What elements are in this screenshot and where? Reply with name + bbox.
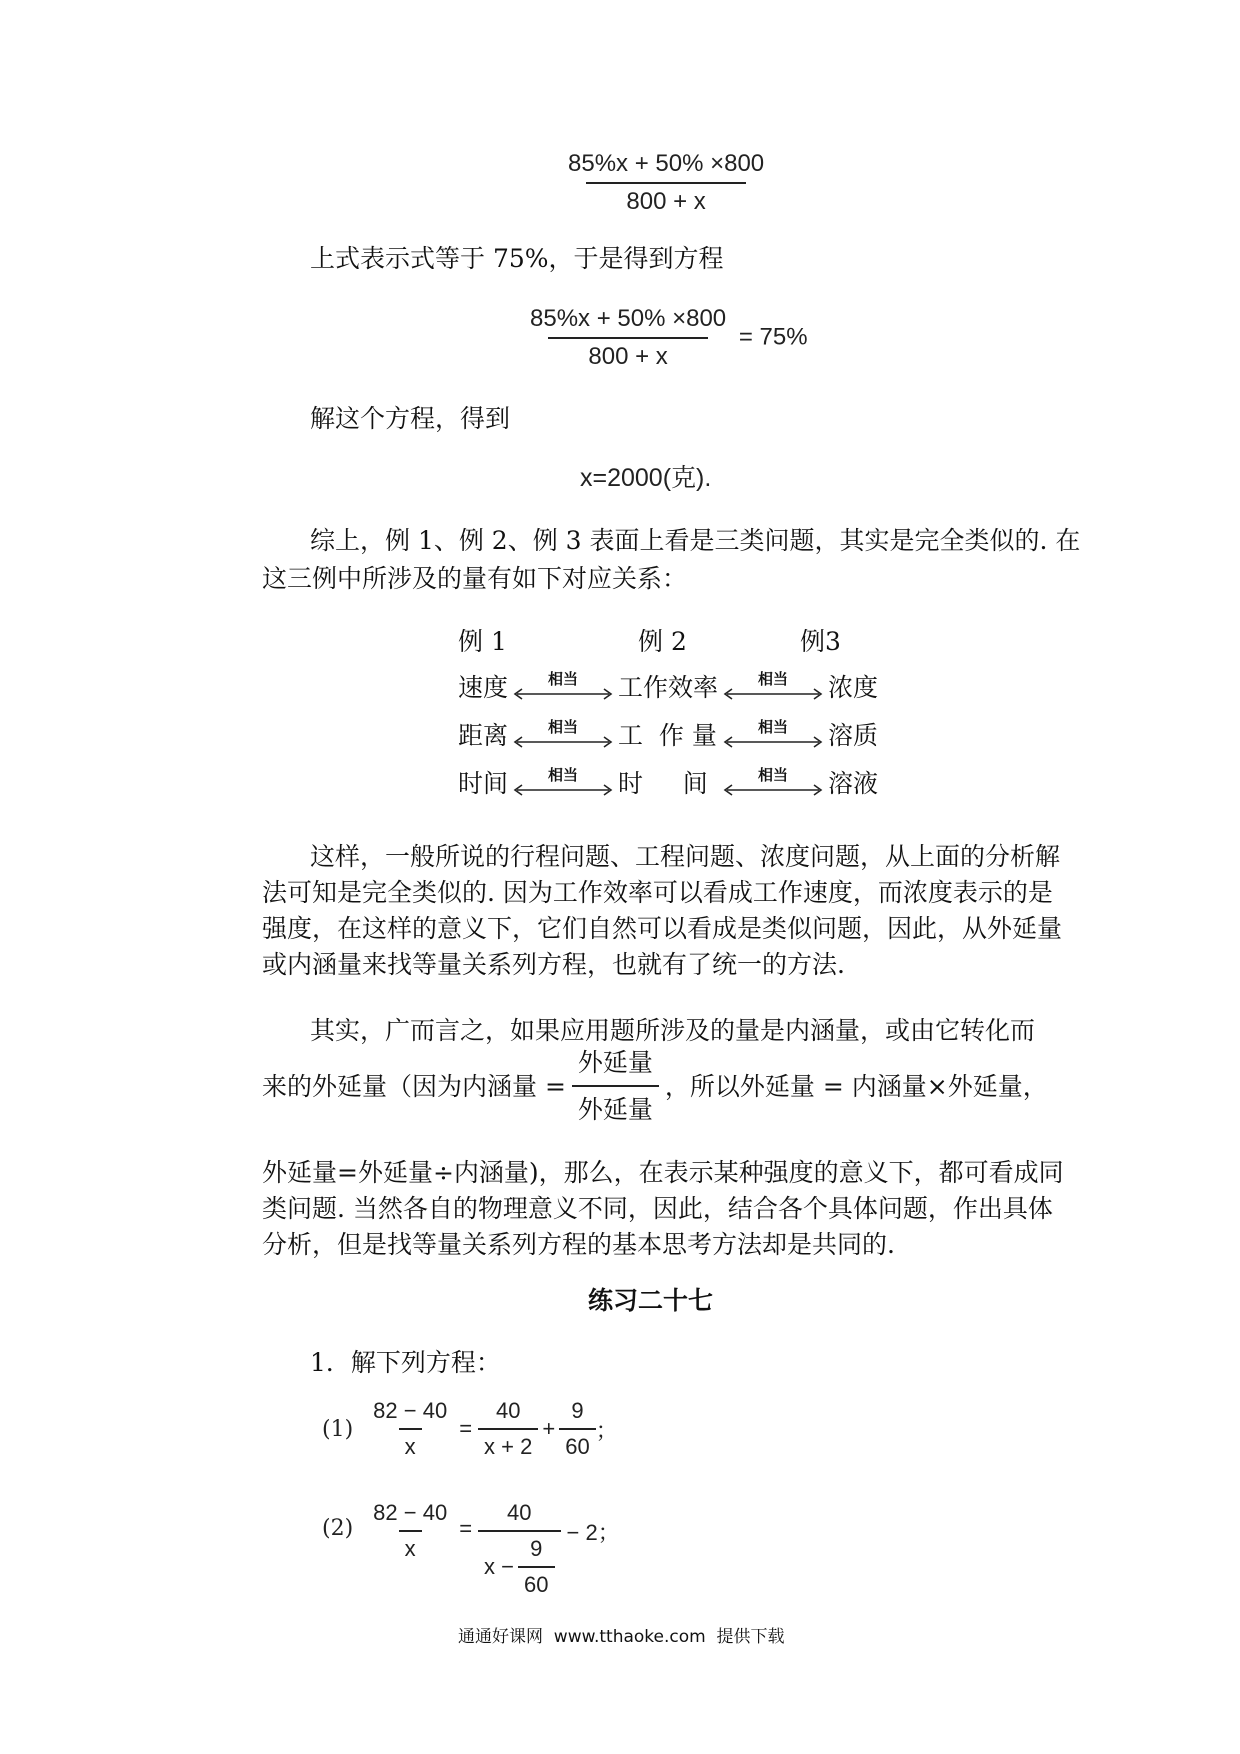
double-arrow-icon [513, 688, 613, 700]
para4-line3: 分析，但是找等量关系列方程的基本思考方法却是共同的. [262, 1230, 895, 1259]
text-line-2: 解这个方程，得到 [310, 404, 511, 433]
double-arrow-icon [723, 784, 823, 796]
formula-1-denominator: 800 + x [586, 182, 745, 216]
para2-line4: 或内涵量来找等量关系列方程，也就有了统一的方法. [262, 950, 845, 979]
arrow-label: 相当 [548, 719, 579, 736]
header-example-2: 例 2 [638, 627, 687, 656]
correspondence-table [458, 620, 878, 806]
para1-line1: 综上，例 1、例 2、例 3 表面上看是三类问题，其实是完全类似的. 在 [310, 526, 1081, 555]
row1-col3: 浓度 [828, 673, 879, 702]
arrow-label: 相当 [758, 767, 789, 784]
para1-line2: 这三例中所涉及的量有如下对应关系： [262, 564, 688, 593]
equation-1-label: (1) [322, 1416, 354, 1442]
arrow-label: 相当 [548, 767, 579, 784]
row3-col3: 溶液 [828, 769, 879, 798]
table-row [458, 758, 878, 806]
para3-line2-post: ，所以外延量 = 内涵量×外延量， [664, 1071, 1048, 1101]
para2-line3: 强度，在这样的意义下，它们自然可以看成是类似问题，因此，从外延量 [262, 914, 1063, 943]
table-row [458, 662, 878, 710]
eq1-lhs-denominator: x [399, 1428, 422, 1460]
eq2-lhs-numerator: 82 − 40 [373, 1500, 448, 1525]
intension-fraction [572, 1044, 659, 1128]
eq1-term2-denominator: 60 [559, 1428, 595, 1460]
table-row [458, 710, 878, 758]
formula-2 [524, 305, 808, 371]
row1-col1: 速度 [458, 673, 509, 702]
eq2-tail: − 2； [566, 1520, 620, 1545]
para4-line2: 类问题. 当然各自的物理意义不同，因此，结合各个具体问题，作出具体 [262, 1194, 1053, 1223]
row2-col2: 工 作 量 [618, 721, 717, 750]
eq1-term1-denominator: x + 2 [478, 1428, 538, 1460]
arrow-label: 相当 [758, 719, 789, 736]
double-arrow-icon [723, 736, 823, 748]
double-arrow-icon [723, 688, 823, 700]
intension-fraction-denominator: 外延量 [572, 1085, 659, 1128]
formula-2-rhs: = 75% [738, 323, 808, 351]
formula-1-numerator: 85%x + 50% ×800 [568, 150, 765, 177]
equation-1 [322, 1398, 618, 1460]
para3-line2-pre: 来的外延量（因为内涵量 = [262, 1071, 566, 1101]
equivalent-arrow [510, 672, 616, 700]
eq2-term1-numerator: 40 [507, 1500, 532, 1525]
eq1-equals: = [459, 1416, 473, 1441]
equivalent-arrow [510, 720, 616, 748]
section-title: 练习二十七 [588, 1286, 714, 1315]
table-header-row [458, 620, 878, 660]
row2-col3: 溶质 [828, 721, 879, 750]
arrow-label: 相当 [758, 671, 789, 688]
equivalent-arrow [720, 672, 826, 700]
equation-2 [322, 1500, 620, 1598]
row3-col1: 时间 [458, 769, 509, 798]
double-arrow-icon [513, 784, 613, 796]
header-example-3: 例3 [800, 627, 841, 656]
formula-1 [562, 150, 770, 216]
text-line-1: 上式表示式等于 75%，于是得到方程 [310, 244, 724, 273]
equivalent-arrow [720, 720, 826, 748]
eq1-term2-numerator: 9 [571, 1398, 584, 1423]
exercise-intro: 1．解下列方程： [310, 1348, 501, 1377]
eq2-inner-denominator: 60 [518, 1566, 554, 1598]
row1-col2: 工作效率 [618, 673, 719, 702]
intension-fraction-numerator: 外延量 [577, 1048, 653, 1077]
eq2-den-prefix: x − [484, 1554, 515, 1579]
formula-2-numerator: 85%x + 50% ×800 [530, 305, 727, 332]
double-arrow-icon [513, 736, 613, 748]
equivalent-arrow [720, 768, 826, 796]
para2-line1: 这样，一般所说的行程问题、工程问题、浓度问题，从上面的分析解 [310, 842, 1061, 871]
para3-line1: 其实，广而言之，如果应用题所涉及的量是内涵量，或由它转化而 [310, 1016, 1036, 1045]
eq1-end: ； [595, 1417, 618, 1443]
equation-2-label: (2) [322, 1516, 354, 1541]
eq2-inner-numerator: 9 [530, 1536, 543, 1561]
page-footer: 通通好课网 www.tthaoke.com 提供下载 [458, 1627, 785, 1647]
para3-line2 [262, 1050, 1048, 1122]
eq2-term1-denominator [478, 1530, 560, 1598]
para2-line2: 法可知是完全类似的. 因为工作效率可以看成工作速度，而浓度表示的是 [262, 878, 1053, 907]
para4-line1: 外延量=外延量÷内涵量)，那么，在表示某种强度的意义下，都可看成同 [262, 1158, 1064, 1187]
formula-2-denominator: 800 + x [548, 337, 707, 371]
row3-col2: 时 间 [618, 769, 708, 798]
eq1-lhs-numerator: 82 − 40 [373, 1398, 448, 1423]
row2-col1: 距离 [458, 721, 509, 750]
equivalent-arrow [510, 768, 616, 796]
eq2-lhs-denominator: x [399, 1530, 422, 1562]
header-example-1: 例 1 [458, 627, 507, 656]
eq1-plus: + [542, 1416, 556, 1441]
arrow-label: 相当 [548, 671, 579, 688]
eq1-term1-numerator: 40 [495, 1398, 521, 1423]
result-line: x=2000(克). [580, 464, 712, 492]
eq2-equals: = [459, 1516, 473, 1541]
